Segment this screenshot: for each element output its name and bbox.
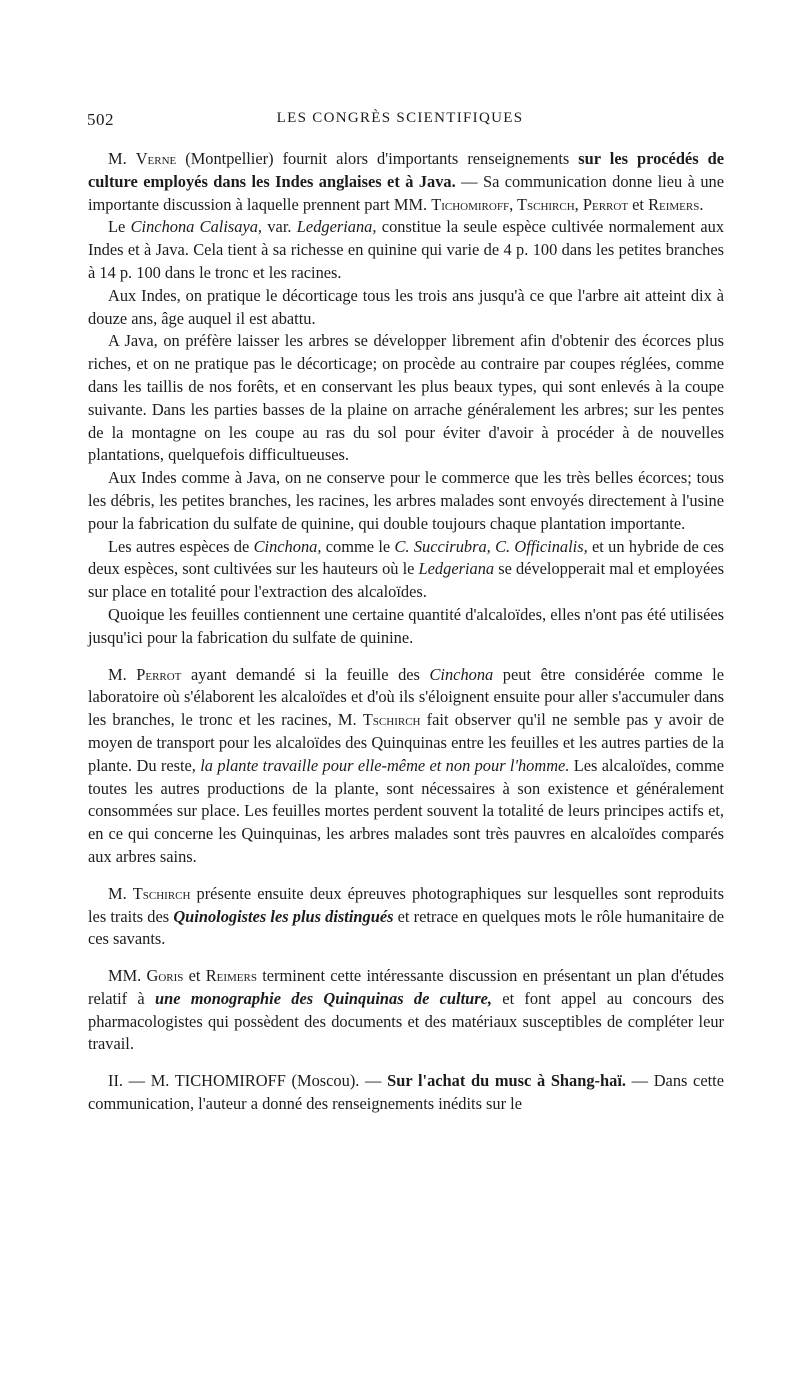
paragraph-perrot: M. Perrot ayant demandé si la feuille des Cinchona peut être considérée comme le laboratoire où s'élaborent les alcaloïdes et d'où ils s'éloignent ensuite pour aller s'accumuler dans les branches, le tronc et les racines, M. Tschirch fait observer qu'il ne semble pas y avoir de moyen de transport pour les alcaloïdes des Quinquinas entre les feuilles et les autres parties de la plante. Du reste, la plante travaille pour elle-même et non pour l'homme. Les alcaloïdes, comme toutes les autres productions de la plante, sont nécessaires à son existence et généralement consommées sur place. Les feuilles mortes perdent souvent la totalité de leurs principes actifs et, en ce qui concerne les Quinquinas, les arbres malades sont très pauvres en alcaloïdes comparés aux arbres sains.: [88, 664, 724, 866]
page-header: [0, 110, 800, 140]
paragraph-ecorces: Aux Indes comme à Java, on ne conserve pour le commerce que les très belles écorces; tous les débris, les petites branches, les racines, les arbres malades sont envoyés directement à l'usine pour la fabrication du sulfate de quinine, qui double toujours chaque plantation importante.: [88, 468, 724, 533]
paragraph-java: A Java, on préfère laisser les arbres se développer librement afin d'obtenir des écorces plus riches, et on ne pratique pas le décorticage; on procède au contraire par coupes réglées, comme dans les taillis de nos forêts, et en conservant les plus beaux types, qui sont enlevés à la coupe suivante. Dans les parties basses de la plaine on arrache généralement les arbres; sur les pentes de la montagne on les coupe au ras du sol pour éviter d'avoir à procéder à de nouvelles plantations, quelquefois difficultueuses.: [88, 331, 724, 465]
paragraph-calisaya: Le Cinchona Calisaya, var. Ledgeriana, constitue la seule espèce cultivée normalement aux Indes et à Java. Cela tient à sa richesse en quinine qui varie de 4 p. 100 dans les petites branches à 14 p. 100 dans le tronc et les racines.: [88, 217, 725, 282]
paragraph-tschirch: M. Tschirch présente ensuite deux épreuves photographiques sur lesquelles sont reproduits les traits des Quinologistes les plus distingués et retrace en quelques mots le rôle humanitaire de ces savants.: [88, 883, 725, 949]
body-text: [88, 148, 724, 1116]
paragraph-goris-reimers: MM. Goris et Reimers terminent cette intéressante discussion en présentant un plan d'études relatif à une monographie des Quinquinas de culture, et font appel au concours des pharmacologistes qui possèdent des documents et des matériaux susceptibles de compléter leur travail.: [88, 966, 724, 1054]
running-title: LES CONGRÈS SCIENTIFIQUES: [276, 110, 524, 126]
paragraph-indes: Aux Indes, on pratique le décorticage tous les trois ans jusqu'à ce que l'arbre ait atteint dix à douze ans, âge auquel il est abattu.: [88, 285, 724, 328]
page-number: 502: [87, 110, 114, 129]
paragraph-verne: M. Verne (Montpellier) fournit alors d'importants renseignements sur les procédés de culture employés dans les Indes anglaises et à Java. — Sa communication donne lieu à une importante discussion à laquelle prennent part MM. Tichomiroff, Tschirch, Perrot et Reimers.: [88, 149, 724, 214]
paragraph-autres-especes: Les autres espèces de Cinchona, comme le C. Succirubra, C. Officinalis, et un hybride de ces deux espèces, sont cultivées sur les hauteurs où le Ledgeriana se développerait mal et employées sur place en totalité pour l'extraction des alcaloïdes.: [88, 536, 724, 602]
paragraph-tichomiroff-musc: II. — M. TICHOMIROFF (Moscou). — Sur l'achat du musc à Shang-haï. — Dans cette communication, l'auteur a donné des renseignements inédits sur le: [88, 1071, 724, 1114]
paragraph-feuilles: Quoique les feuilles contiennent une certaine quantité d'alcaloïdes, elles n'ont pas été utilisées jusqu'ici pour la fabrication du sulfate de quinine.: [88, 604, 724, 647]
